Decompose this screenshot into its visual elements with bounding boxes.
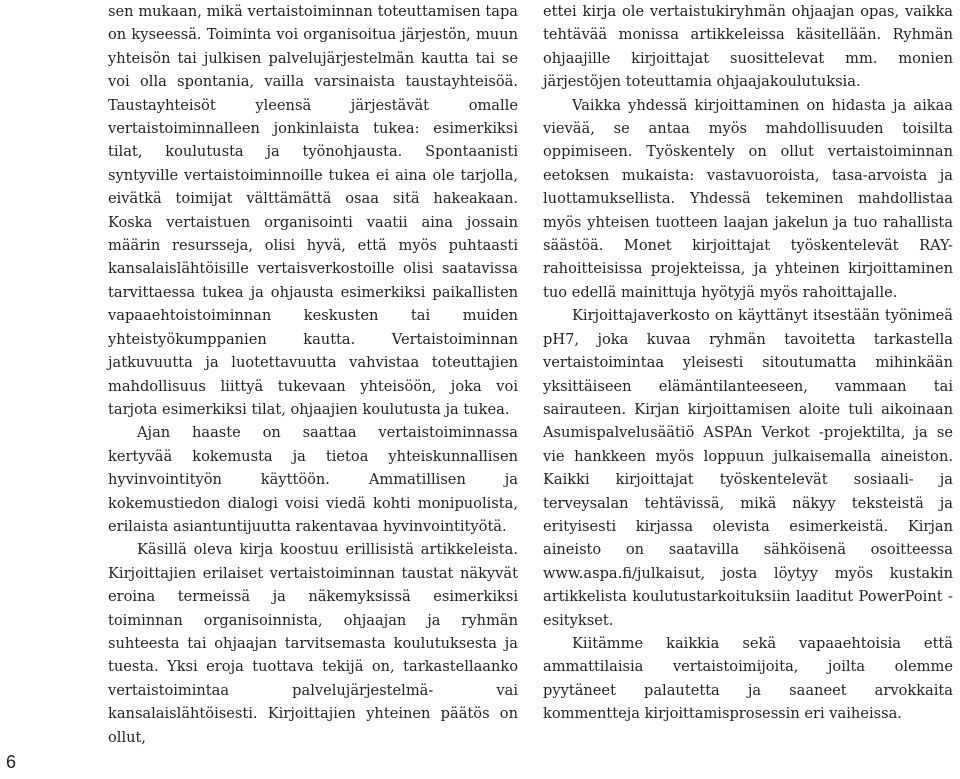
right-paragraph-2: Vaikka yhdessä kirjoittaminen on hidasta ja aikaa vievää, se antaa myös mahdollisuuden toisilta oppimiseen. Työskentely on ollut vertaistoiminnan eetoksen mukaista: vastavuoroista, tasa-arvoista ja luottamuksellista. Yhdessä tekeminen mahdollistaa myös yhteisen tuotteen laajan jakelun ja tuo rahallista säästöä. Monet kirjoittajat työskentelevät RAY-rahoitteisissa projekteissa, ja yhteinen kirjoittaminen tuo edellä mainittuja hyötyjä myös rahoittajalle. <box>543 96 953 301</box>
right-paragraph-4: Kiitämme kaikkia sekä vapaaehtoisia että ammattilaisia vertaistoimijoita, joilta olemme pyytäneet palautetta ja saaneet arvokkaita kommentteja kirjoittamisprosessin eri vaiheissa. <box>543 634 953 723</box>
left-text-column <box>108 0 518 749</box>
right-paragraph-3: Kirjoittajaverkosto on käyttänyt itsestään työnimeä pH7, joka kuvaa ryhmän tavoitetta tarkastella vertaistoimintaa yleisesti sitoutumatta mihinkään yksittäiseen elämäntilanteeseen, vammaan tai sairauteen. Kirjan kirjoittamisen aloite tuli aikoinaan Asumispalvelusäätiö ASPAn Verkot -projektilta, ja se vie hankkeen myös loppuun julkaisemalla aineiston. Kaikki kirjoittajat työskentelevät sosiaali- ja terveysalan tehtävissä, mikä näkyy teksteistä ja erityisesti kirjassa olevista esimerkeistä. Kirjan aineisto on saatavilla sähköisenä osoitteessa www.aspa.fi/julkaisut, josta löytyy myös kustakin artikkelista koulutustarkoituksiin laaditut PowerPoint -esitykset. <box>543 307 953 629</box>
right-paragraph-1: ettei kirja ole vertaistukiryhmän ohjaajan opas, vaikka tehtävää monissa artikkeleissa käsitellään. Ryhmän ohjaajille kirjoittajat suosittelevat mm. monien järjestöjen toteuttamia ohjaajakoulutuksia. <box>543 3 953 91</box>
right-text-column <box>543 0 953 726</box>
page-number: 6 <box>6 752 17 772</box>
left-paragraph-1: sen mukaan, mikä vertaistoiminnan toteuttamisen tapa on kyseessä. Toiminta voi organisoitua järjestön, muun yhteisön tai julkisen palvelujärjestelmän kautta tai se voi olla spontania, vailla varsinaista taustayhteisöä. Taustayhteisöt yleensä järjestävät omalle vertaistoiminnalleen jonkinlaista tukea: esimerkiksi tilat, koulutusta ja työnohjausta. Spontaanisti syntyville vertaistoiminnoille tukea ei aina ole tarjolla, eivätkä toimijat välttämättä osaa sitä hakeakaan. Koska vertaistuen organisointi vaatii aina jossain määrin resursseja, olisi hyvä, että myös puhtaasti kansalaislähtöisille vertaisverkostoille olisi saatavissa tarvittaessa tukea ja ohjausta esimerkiksi paikallisten vapaaehtoistoiminnan keskusten tai muiden yhteistyökumppanien kautta. Vertaistoiminnan jatkuvuutta ja luotettavuutta vahvistaa toteuttajien mahdollisuus liittyä tukevaan yhteisöön, joka voi tarjota esimerkiksi tilat, ohjaajien koulutusta ja tukea. <box>108 3 518 418</box>
left-paragraph-2: Ajan haaste on saattaa vertaistoiminnassa kertyvää kokemusta ja tietoa yhteiskunnallisen hyvinvointityön käyttöön. Ammatillisen ja kokemustiedon dialogi voisi viedä kohti monipuolista, erilaista asiantuntijuutta rakentavaa hyvinvointityötä. <box>108 424 518 535</box>
left-paragraph-3: Käsillä oleva kirja koostuu erillisistä artikkeleista. Kirjoittajien erilaiset vertaistoiminnan taustat näkyvät eroina termeissä ja näkemyksissä esimerkiksi toiminnan organisoinnista, ohjaajan ja ryhmän suhteesta tai ohjaajan tarvitsemasta koulutuksesta ja tuesta. Yksi eroja tuottava tekijä on, tarkastellaanko vertaistoimintaa palvelujärjestelmä- vai kansalaislähtöisesti. Kirjoittajien yhteinen päätös on ollut, <box>108 541 518 746</box>
